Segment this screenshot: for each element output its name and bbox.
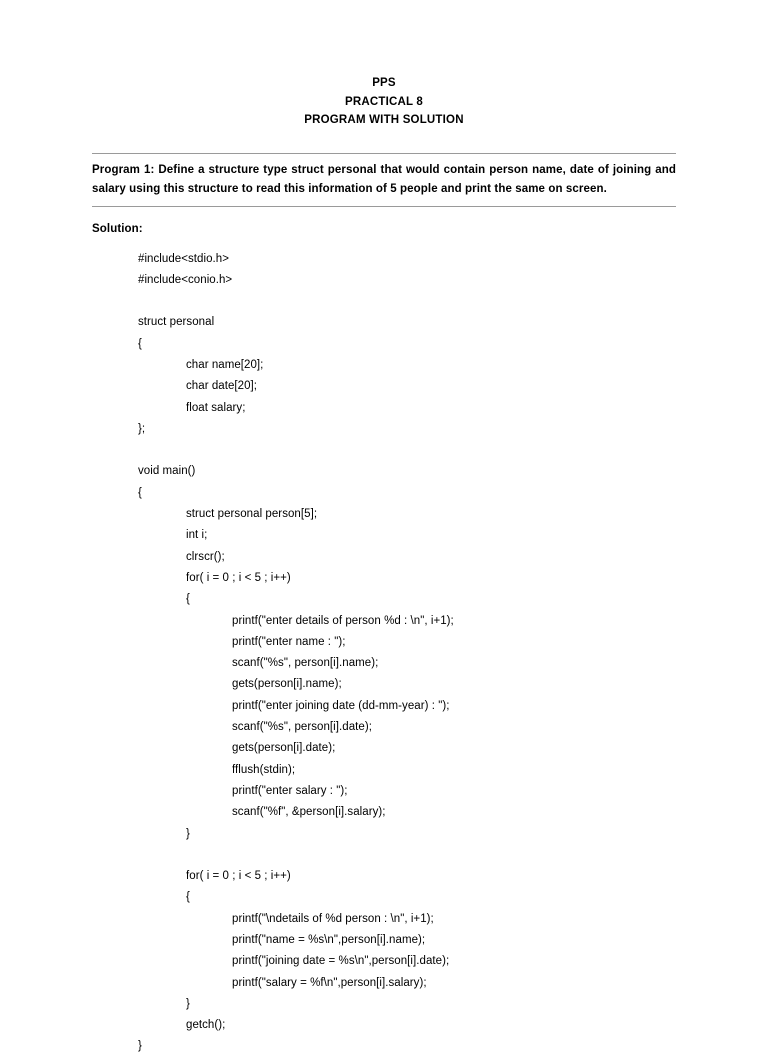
code-line: float salary; — [186, 401, 246, 414]
code-line: #include<stdio.h> — [138, 252, 230, 265]
divider-above-problem — [92, 153, 676, 154]
code-line: clrscr(); — [186, 550, 225, 563]
code-line: struct personal person[5]; — [186, 508, 318, 521]
code-line: printf("enter salary : "); — [232, 784, 348, 797]
code-line: int i; — [186, 529, 208, 542]
heading-line-3: PROGRAM WITH SOLUTION — [304, 114, 464, 126]
heading-line-2: PRACTICAL 8 — [344, 95, 424, 108]
code-blank-line — [92, 440, 676, 461]
code-line: #include<conio.h> — [138, 273, 233, 286]
code-line: { — [186, 891, 190, 904]
code-line: for( i = 0 ; i < 5 ; i++) — [186, 870, 291, 883]
code-line: printf("enter name : "); — [232, 635, 346, 648]
code-line: }; — [138, 422, 146, 435]
code-line: } — [138, 1040, 142, 1053]
code-line: { — [186, 593, 190, 606]
code-line: scanf("%f", &person[i].salary); — [232, 806, 386, 819]
code-line: scanf("%s", person[i].name); — [232, 657, 379, 670]
code-line: getch(); — [186, 1019, 226, 1032]
code-line: } — [186, 827, 190, 840]
code-line: printf("name = %s\n",person[i].name); — [232, 934, 426, 946]
heading-line-1: PPS — [372, 77, 396, 89]
code-blank-line — [92, 291, 676, 312]
code-line: printf("salary = %f\n",person[i].salary); — [232, 976, 427, 989]
code-line: printf("joining date = %s\n",person[i].date); — [232, 955, 450, 968]
divider-below-problem — [92, 206, 676, 207]
problem-statement: Program 1: Define a structure type struct personal that would contain person name, date of joining and salary using this structure to read this information of 5 people and print the same on screen. — [92, 163, 676, 195]
code-line: { — [138, 486, 142, 499]
code-line: char name[20]; — [186, 358, 264, 371]
solution-label: Solution: — [92, 222, 143, 235]
code-line: printf("enter joining date (dd-mm-year) : "); — [232, 699, 450, 712]
code-line: gets(person[i].date); — [232, 742, 336, 755]
code-line: void main() — [138, 465, 196, 478]
code-line: struct personal — [138, 316, 215, 329]
code-block — [92, 249, 676, 1058]
code-line: { — [138, 337, 142, 350]
code-line: for( i = 0 ; i < 5 ; i++) — [186, 571, 291, 584]
document-heading — [92, 74, 676, 130]
code-line: fflush(stdin); — [232, 763, 296, 776]
code-line: scanf("%s", person[i].date); — [232, 721, 372, 734]
code-line: printf("enter details of person %d : \n", i+1); — [232, 614, 454, 627]
code-line: char date[20]; — [186, 380, 258, 393]
code-blank-line — [92, 845, 676, 866]
code-line: printf("\ndetails of %d person : \n", i+1); — [232, 912, 434, 925]
code-line: } — [186, 997, 190, 1010]
code-line: gets(person[i].name); — [232, 678, 342, 691]
